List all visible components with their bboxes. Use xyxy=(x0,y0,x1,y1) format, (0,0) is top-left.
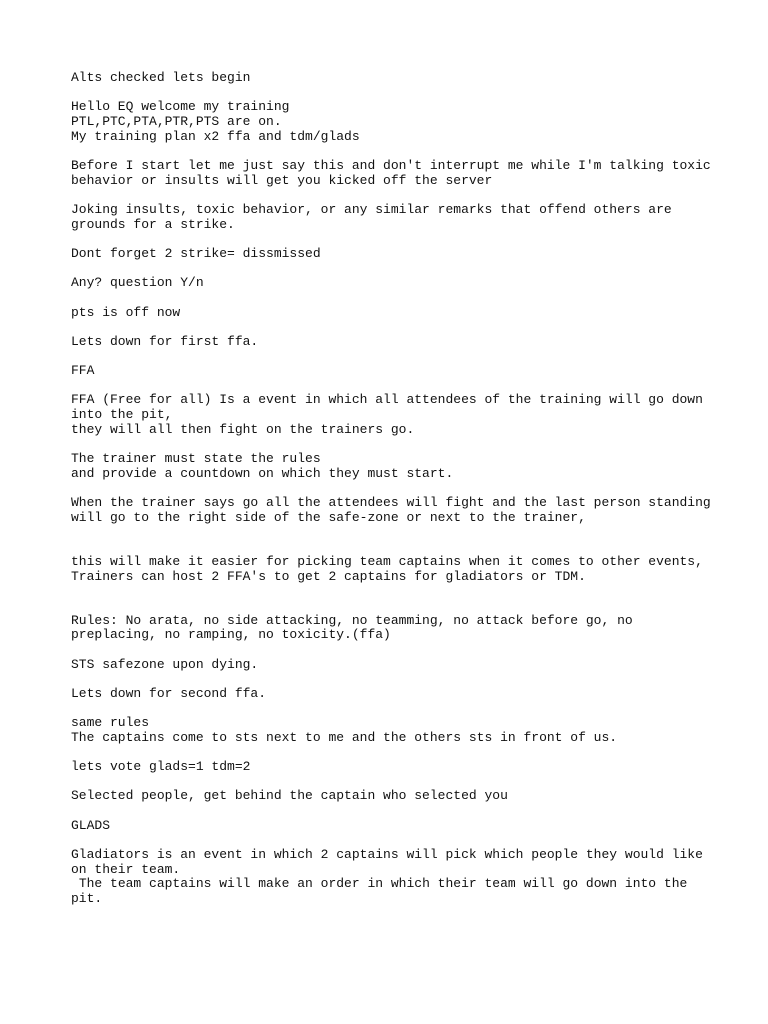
paragraph-ffa-rules: Rules: No arata, no side attacking, no teamming, no attack before go, no preplacing, no ramping, no toxicity.(ffa) xyxy=(71,612,633,643)
paragraph-same-rules: same rules The captains come to sts next to me and the others sts in front of us. xyxy=(71,715,618,745)
paragraph-last-standing: When the trainer says go all the attendees will fight and the last person standing will go to the right side of the safe-zone or next to the trainer, xyxy=(71,495,711,525)
paragraph-welcome: Hello EQ welcome my training PTL,PTC,PTA,PTR,PTS are on. My training plan x2 ffa and tdm/glads xyxy=(71,99,360,144)
paragraph-gladiators-description: Gladiators is an event in which 2 captains will pick which people they would like on their team. The team captains will make an order in which their team will go down into the pit. xyxy=(71,847,703,907)
line-selected-people: Selected people, get behind the captain who selected you xyxy=(71,788,508,804)
paragraph-ffa-description: FFA (Free for all) Is a event in which all attendees of the training will go down into the pit, they will all then fight on the trainers go. xyxy=(71,392,703,437)
line-first-ffa: Lets down for first ffa. xyxy=(71,333,259,349)
paragraph-team-captains: this will make it easier for picking team captains when it comes to other events, Trainers can host 2 FFA's to get 2 captains for gladiators or TDM. xyxy=(71,553,703,584)
line-two-strikes: Dont forget 2 strike= dissmissed xyxy=(71,246,321,261)
document-body xyxy=(71,71,711,921)
line-vote: lets vote glads=1 tdm=2 xyxy=(71,759,251,775)
paragraph-strike-rule: Joking insults, toxic behavior, or any similar remarks that offend others are grounds for a strike. xyxy=(71,202,672,232)
line-pts-off: pts is off now xyxy=(71,304,181,320)
line-sts-safezone: STS safezone upon dying. xyxy=(71,656,259,672)
line-alts-checked: Alts checked lets begin xyxy=(71,70,251,85)
line-any-questions: Any? question Y/n xyxy=(71,275,204,291)
heading-glads: GLADS xyxy=(71,817,111,833)
line-second-ffa: Lets down for second ffa. xyxy=(71,685,267,701)
heading-ffa: FFA xyxy=(71,363,95,379)
paragraph-trainer-rules: The trainer must state the rules and provide a countdown on which they must start. xyxy=(71,451,454,481)
paragraph-no-interrupt: Before I start let me just say this and don't interrupt me while I'm talking toxic behavior or insults will get you kicked off the server xyxy=(71,158,711,188)
